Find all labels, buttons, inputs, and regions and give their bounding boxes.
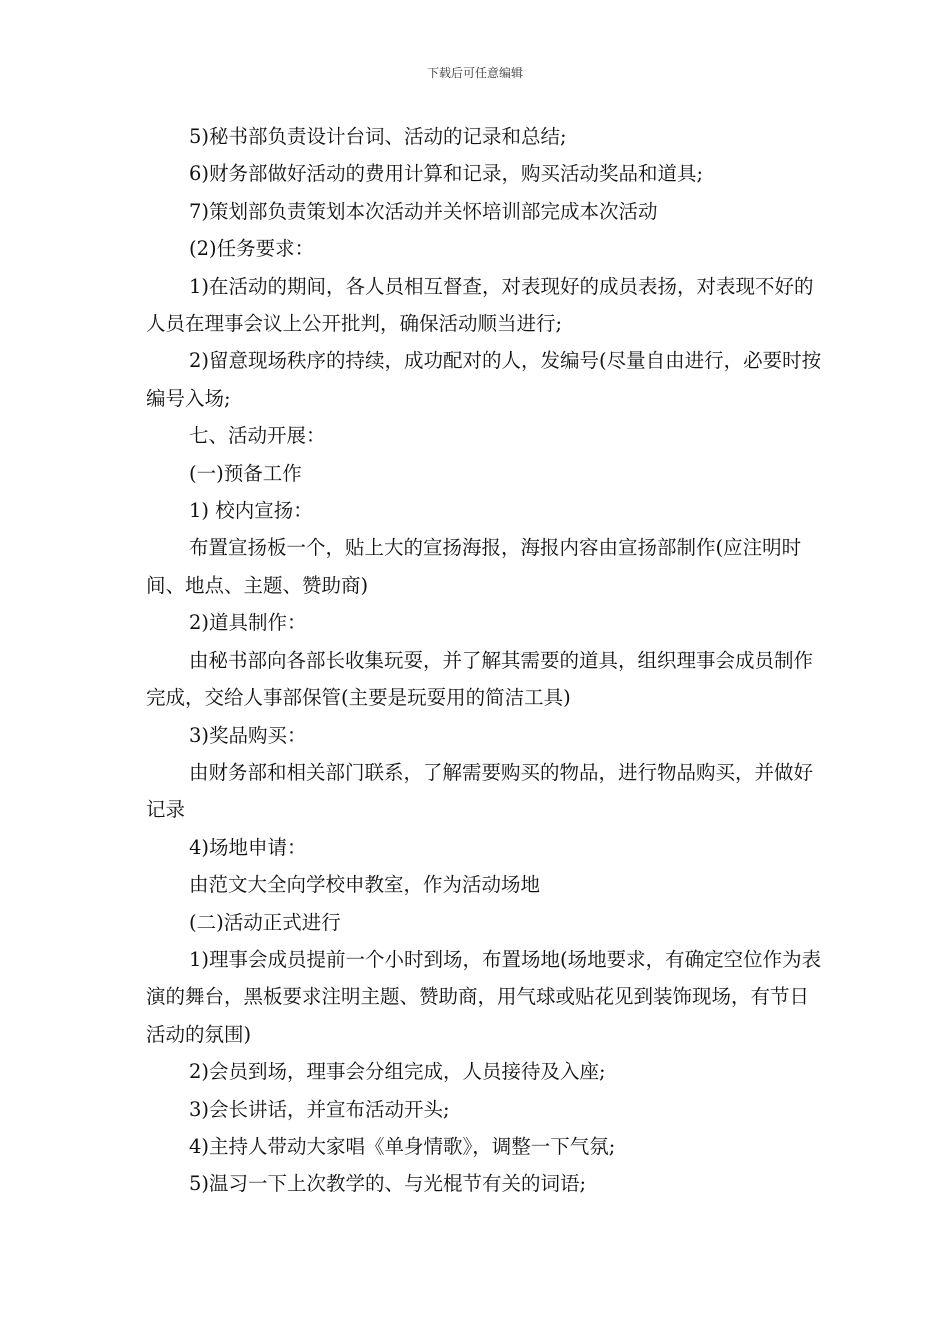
paragraph: 4)场地申请：: [189, 835, 307, 859]
paragraph: 1) 校内宣扬：: [189, 499, 313, 523]
paragraph: 2)留意现场秩序的持续，成功配对的人，发编号(尽量自由进行，必要时按编号入场;: [146, 349, 822, 410]
paragraph: 5)温习一下上次教学的、与光棍节有关的词语;: [189, 1172, 587, 1196]
paragraph: 3)奖品购买：: [189, 723, 307, 747]
subsection-heading: (一)预备工作: [189, 461, 302, 485]
paragraph: (2)任务要求：: [189, 237, 315, 261]
paragraph: 7)策划部负责策划本次活动并关怀培训部完成本次活动: [189, 199, 658, 223]
page-header: 下载后可任意编辑: [426, 66, 523, 80]
paragraph: 由范文大全向学校申教室，作为活动场地: [189, 873, 541, 897]
paragraph: 4)主持人带动大家唱《单身情歌》，调整一下气氛;: [189, 1134, 616, 1158]
paragraph: 2)道具制作：: [189, 611, 307, 635]
document-body: [146, 118, 822, 1203]
paragraph: 由秘书部向各部长收集玩耍，并了解其需要的道具，组织理事会成员制作完成，交给人事部保管(主要是玩耍用的简洁工具): [146, 648, 814, 710]
paragraph: 5)秘书部负责设计台词、活动的记录和总结;: [189, 125, 567, 148]
paragraph: 3)会长讲话，并宣布活动开头;: [189, 1097, 450, 1121]
paragraph: 2)会员到场，理事会分组完成，人员接待及入座;: [189, 1060, 606, 1084]
paragraph: 1)在活动的期间，各人员相互督查，对表现好的成员表扬，对表现不好的人员在理事会议上公开批判，确保活动顺当进行;: [146, 274, 814, 336]
subsection-heading: (二)活动正式进行: [189, 910, 341, 934]
paragraph: 6)财务部做好活动的费用计算和记录，购买活动奖品和道具;: [189, 162, 704, 186]
paragraph: 布置宣扬板一个，贴上大的宣扬海报，海报内容由宣扬部制作(应注明时间、地点、主题、赞助商): [146, 536, 802, 597]
paragraph: 1)理事会成员提前一个小时到场，布置场地(场地要求，有确定空位作为表演的舞台，黑板要求注明主题、赞助商，用气球或贴花见到装饰现场，有节日活动的氛围): [146, 947, 822, 1046]
section-heading: 七、活动开展：: [189, 424, 326, 448]
paragraph: 由财务部和相关部门联系，了解需要购买的物品，进行物品购买，并做好记录: [146, 760, 814, 822]
